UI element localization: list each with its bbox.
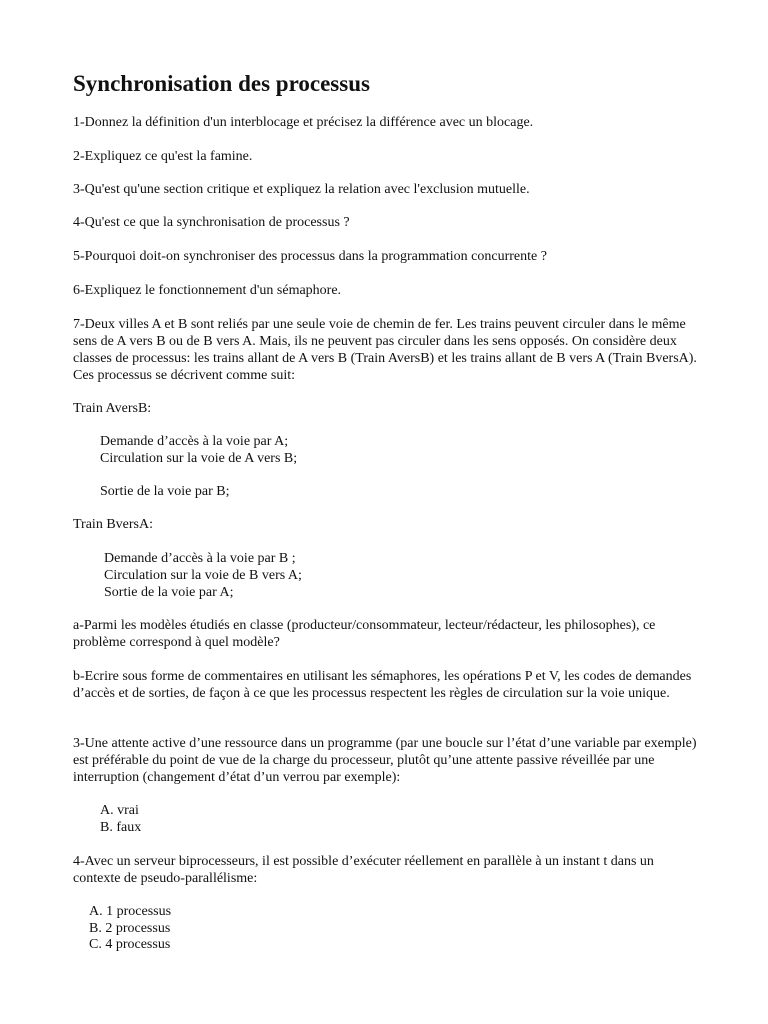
question-3: 3-Qu'est qu'une section critique et expliquez la relation avec l'exclusion mutuelle.	[73, 182, 530, 197]
question-7a: a-Parmi les modèles étudiés en classe (producteur/consommateur, lecteur/rédacteur, les philosophes), ce problème correspond à quel modèle?	[73, 618, 656, 650]
question-5: 5-Pourquoi doit-on synchroniser des processus dans la programmation concurrente ?	[73, 249, 547, 264]
train-ba-label: Train BversA:	[73, 517, 153, 532]
mcq-4-option: A. 1 processus	[89, 904, 172, 919]
question-6: 6-Expliquez le fonctionnement d'un sémaphore.	[73, 283, 342, 298]
train-ba-step: Circulation sur la voie de B vers A;	[104, 568, 302, 583]
question-2: 2-Expliquez ce qu'est la famine.	[73, 149, 253, 164]
train-ab-label: Train AversB:	[73, 401, 152, 416]
mcq-3-option: B. faux	[100, 820, 142, 835]
question-4: 4-Qu'est ce que la synchronisation de processus ?	[73, 215, 350, 230]
mcq-3-option: A. vrai	[100, 803, 139, 818]
question-7b: b-Ecrire sous forme de commentaires en utilisant les sémaphores, les opérations P et V, les codes de demandes d’accès et de sorties, de façon à ce que les processus respectent les règles de circulation sur la voie unique.	[73, 669, 692, 701]
train-ab-step: Sortie de la voie par B;	[100, 484, 230, 499]
mcq-4-option: B. 2 processus	[89, 921, 171, 936]
mcq-4-option: C. 4 processus	[89, 937, 171, 952]
train-ba-step: Sortie de la voie par A;	[104, 585, 234, 600]
train-ab-step: Demande d’accès à la voie par A;	[100, 434, 289, 449]
mcq-4-question: 4-Avec un serveur biprocesseurs, il est possible d’exécuter réellement en parallèle à un instant t dans un contexte de pseudo-parallélisme:	[73, 854, 654, 886]
train-ba-step: Demande d’accès à la voie par B ;	[104, 551, 296, 566]
train-ab-step: Circulation sur la voie de A vers B;	[100, 451, 298, 466]
question-7-intro: 7-Deux villes A et B sont reliés par une seule voie de chemin de fer. Les trains peuvent circuler dans le même sens de A vers B ou de B vers A. Mais, ils ne peuvent pas circuler dans les sens opposés. On considère deux classes de processus: les trains allant de A vers B (Train AversB) et les trains allant de B vers A (Train BversA). Ces processus se décrivent comme suit:	[73, 317, 697, 383]
question-1: 1-Donnez la définition d'un interblocage et précisez la différence avec un blocage.	[73, 115, 534, 130]
mcq-3-question: 3-Une attente active d’une ressource dans un programme (par une boucle sur l’état d’une variable par exemple) est préférable du point de vue de la charge du processeur, plutôt qu’une attente passive réveillée par une interruption (changement d’état d’un verrou par exemple):	[73, 736, 697, 785]
page-title: Synchronisation des processus	[73, 71, 370, 96]
